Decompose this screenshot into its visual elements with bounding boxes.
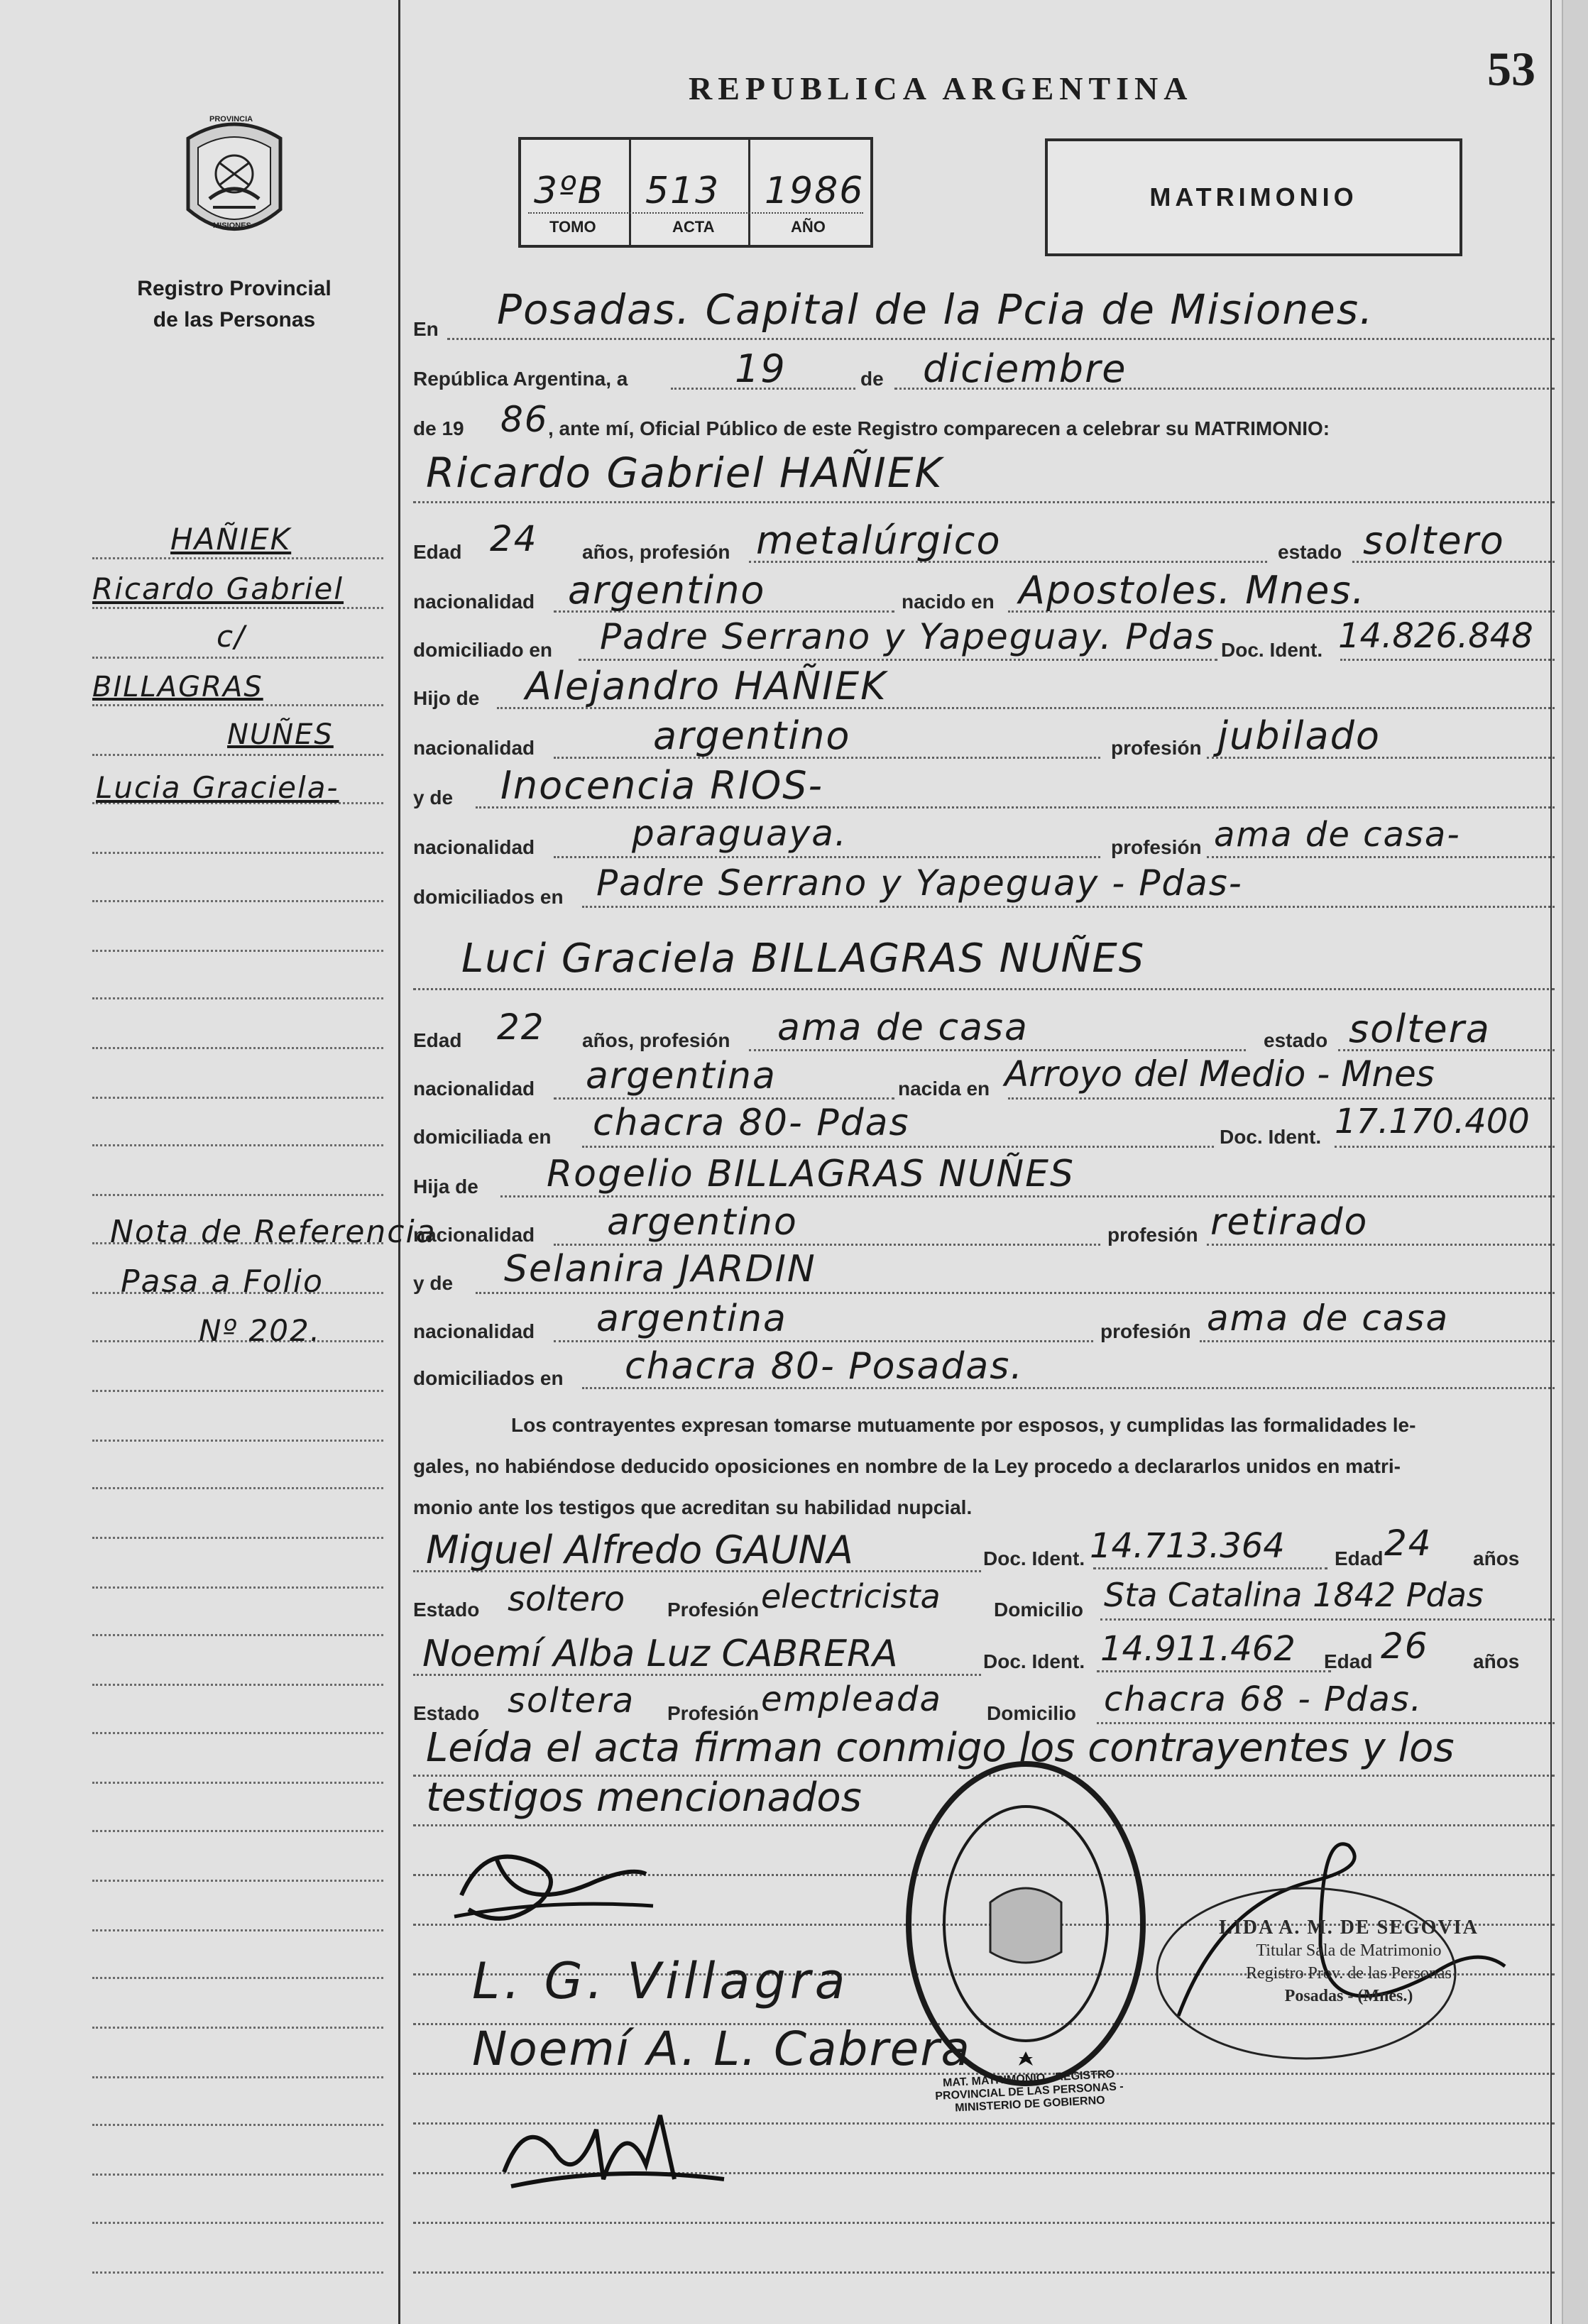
witness2-doc-label: Doc. Ident. <box>983 1650 1085 1672</box>
acta-label: ACTA <box>672 218 715 236</box>
groom-mother-profession: ama de casa- <box>1214 815 1461 855</box>
groom-mother-nationality: paraguaya. <box>632 813 848 854</box>
bride-profession: ama de casa <box>777 1007 1029 1049</box>
witness1-profession: electricista <box>761 1577 941 1616</box>
registry-seal <box>181 114 288 248</box>
official-stamp-line4: Posadas - (Mnes.) <box>1284 1987 1413 2005</box>
bride-mother: Selanira JARDIN <box>504 1248 816 1290</box>
groom-father: Alejandro HAÑIEK <box>525 664 887 708</box>
registry-name <box>106 273 362 336</box>
margin-connector: c/ <box>217 619 246 654</box>
bride-birthplace: Arroyo del Medio - Mnes <box>1004 1053 1435 1095</box>
act-number-box <box>518 137 873 248</box>
groom-mother: Inocencia RIOS- <box>500 763 823 808</box>
witness2-signature: Noemí A. L. Cabrera <box>472 2022 971 2076</box>
witness2-civil-status: soltera <box>508 1681 635 1721</box>
witness2-age: 26 <box>1381 1626 1429 1667</box>
reference-note-line3: Nº 202. <box>199 1313 322 1348</box>
groom-father-nat-label: nacionalidad <box>413 737 535 759</box>
groom-doc-label: Doc. Ident. <box>1221 639 1323 661</box>
bride-domicile-label: domiciliada en <box>413 1126 552 1148</box>
country-heading: REPUBLICA ARGENTINA <box>689 70 1193 106</box>
groom-age-label: Edad <box>413 541 462 563</box>
groom-mother-nat-label: nacionalidad <box>413 836 535 858</box>
marriage-month: diciembre <box>923 346 1127 391</box>
margin-divider-line <box>398 0 400 2324</box>
witness1-years-label: años <box>1473 1547 1520 1569</box>
bride-civil-status: soltera <box>1349 1007 1491 1051</box>
reference-note-line2: Pasa a Folio <box>121 1264 324 1300</box>
statement-line1: Los contrayentes expresan tomarse mutuamente por esposos, y cumplidas las formalidades le- <box>511 1414 1416 1436</box>
witness2-dom-label: Domicilio <box>987 1702 1077 1724</box>
witness1-signature <box>483 2087 738 2200</box>
witness2-years-label: años <box>1473 1650 1520 1672</box>
anio-value: 1986 <box>765 170 865 212</box>
groom-doc-id: 14.826.848 <box>1338 616 1533 656</box>
groom-nationality: argentino <box>568 568 766 613</box>
month-de-label: de <box>860 368 884 390</box>
bride-father-profession: retirado <box>1210 1201 1369 1244</box>
groom-parents-dom-label: domiciliados en <box>413 886 564 908</box>
bride-full-name: Luci Graciela BILLAGRAS NUÑES <box>461 936 1146 982</box>
round-stamp-text: MAT. MATRIMONIO - REGISTRO PROVINCIAL DE LAS PERSONAS - MINISTERIO DE GOBIERNO <box>934 2068 1124 2115</box>
groom-civil-status: soltero <box>1363 518 1505 563</box>
place-label: En <box>413 318 439 340</box>
witness2-doc-id: 14.911.462 <box>1100 1629 1296 1669</box>
witness1-age: 24 <box>1384 1523 1433 1564</box>
bride-mother-nationality: argentina <box>596 1298 787 1340</box>
act-type-label: MATRIMONIO <box>1149 182 1358 212</box>
witness2-domicile: chacra 68 - Pdas. <box>1104 1679 1423 1719</box>
bride-mother-prof-label: profesión <box>1100 1320 1191 1342</box>
bride-age: 22 <box>497 1007 545 1048</box>
groom-father-label: Hijo de <box>413 687 480 709</box>
page-number: 53 <box>1487 42 1535 96</box>
act-type-box <box>1045 138 1462 256</box>
bride-parents-dom-label: domiciliados en <box>413 1367 564 1389</box>
groom-mother-label: y de <box>413 786 454 809</box>
witness1-prof-label: Profesión <box>667 1599 760 1621</box>
bride-father: Rogelio BILLAGRAS NUÑES <box>547 1153 1075 1195</box>
page-edge <box>1562 0 1588 2324</box>
statement-line2: gales, no habiéndose deducido oposiciones en nombre de la Ley procedo a declararlos unidos en matri- <box>413 1455 1401 1477</box>
seal-top-text: PROVINCIA <box>209 115 253 124</box>
witness1-dom-label: Domicilio <box>994 1599 1084 1621</box>
bride-age-label: Edad <box>413 1029 462 1051</box>
bride-nationality-label: nacionalidad <box>413 1078 535 1100</box>
bride-doc-id: 17.170.400 <box>1335 1102 1530 1141</box>
acta-value: 513 <box>645 170 721 212</box>
bride-father-nationality: argentino <box>607 1201 798 1244</box>
marriage-year: 86 <box>500 399 549 440</box>
groom-father-nationality: argentino <box>653 713 851 758</box>
bride-parents-domicile: chacra 80- Posadas. <box>625 1345 1024 1388</box>
marriage-day: 19 <box>735 346 787 391</box>
groom-father-prof-label: profesión <box>1111 737 1202 759</box>
closing-line1: Leída el acta firman conmigo los contrayentes y los <box>426 1725 1455 1771</box>
witness1-doc-id: 14.713.364 <box>1090 1526 1285 1566</box>
margin-bride-given: Lucia Graciela- <box>96 770 339 805</box>
witness2-profession: empleada <box>761 1679 942 1719</box>
margin-groom-surname: HAÑIEK <box>170 522 292 557</box>
witness1-age-label: Edad <box>1335 1547 1384 1569</box>
tomo-value: 3ºB <box>534 170 605 212</box>
bride-father-label: Hija de <box>413 1175 478 1197</box>
groom-parents-domicile: Padre Serrano y Yapeguay - Pdas- <box>596 862 1243 904</box>
marriage-place: Posadas. Capital de la Pcia de Misiones. <box>497 285 1374 334</box>
anio-label: AÑO <box>791 218 826 236</box>
year-prefix: de 19 <box>413 417 464 439</box>
reference-note-line1: Nota de Referencia <box>110 1214 437 1250</box>
registry-name-line2: de las Personas <box>153 308 316 331</box>
bride-profession-label: años, profesión <box>582 1029 730 1051</box>
registry-round-stamp <box>898 1753 1154 2094</box>
bride-status-label: estado <box>1264 1029 1328 1051</box>
republic-label: República Argentina, a <box>413 368 628 390</box>
groom-birthplace-label: nacido en <box>902 591 995 613</box>
seal-bottom-text: MISIONES <box>213 221 251 230</box>
margin-bride-surname2: NUÑES <box>227 718 334 751</box>
groom-profession-label: años, profesión <box>582 541 730 563</box>
official-stamp-line1: LIDA A. M. DE SEGOVIA <box>1219 1917 1479 1939</box>
groom-birthplace: Apostoles. Mnes. <box>1019 568 1366 613</box>
statement-line3: monio ante los testigos que acreditan su habilidad nupcial. <box>413 1496 973 1518</box>
bride-father-prof-label: profesión <box>1107 1224 1198 1246</box>
witness1-name: Miguel Alfredo GAUNA <box>426 1528 853 1572</box>
groom-domicile: Padre Serrano y Yapeguay. Pdas <box>600 616 1215 657</box>
witness2-prof-label: Profesión <box>667 1702 760 1724</box>
tomo-label: TOMO <box>549 218 596 236</box>
official-stamp-line2: Titular Sala de Matrimonio <box>1256 1941 1442 1960</box>
groom-father-profession: jubilado <box>1217 713 1381 758</box>
margin-groom-given: Ricardo Gabriel <box>92 571 344 606</box>
witness2-name: Noemí Alba Luz CABRERA <box>422 1633 898 1675</box>
bride-signature: L. G. Villagra <box>472 1952 850 2010</box>
witness1-status-label: Estado <box>413 1599 480 1621</box>
official-stamp <box>1185 1917 1512 2007</box>
witness1-domicile: Sta Catalina 1842 Pdas <box>1104 1576 1484 1614</box>
intro-text: , ante mí, Oficial Público de este Registro comparecen a celebrar su MATRIMONIO: <box>548 417 1330 439</box>
groom-nationality-label: nacionalidad <box>413 591 535 613</box>
closing-line2: testigos mencionados <box>426 1775 862 1821</box>
groom-age: 24 <box>490 518 538 559</box>
margin-bride-surname1: BILLAGRAS <box>92 671 263 703</box>
bride-mother-profession: ama de casa <box>1207 1298 1450 1339</box>
official-stamp-line3: Registro Prov. de las Personas <box>1246 1964 1452 1983</box>
bride-domicile: chacra 80- Pdas <box>593 1102 910 1144</box>
bride-father-nat-label: nacionalidad <box>413 1224 535 1246</box>
witness1-doc-label: Doc. Ident. <box>983 1547 1085 1569</box>
groom-profession: metalúrgico <box>756 518 1002 563</box>
groom-domicile-label: domiciliado en <box>413 639 553 661</box>
bride-mother-label: y de <box>413 1272 454 1294</box>
registry-name-line1: Registro Provincial <box>137 277 332 300</box>
bride-doc-label: Doc. Ident. <box>1220 1126 1322 1148</box>
groom-status-label: estado <box>1278 541 1342 563</box>
witness2-age-label: Edad <box>1324 1650 1373 1672</box>
witness1-civil-status: soltero <box>508 1579 625 1619</box>
bride-birthplace-label: nacida en <box>898 1078 990 1100</box>
groom-mother-prof-label: profesión <box>1111 836 1202 858</box>
bride-mother-nat-label: nacionalidad <box>413 1320 535 1342</box>
groom-signature <box>440 1831 660 1938</box>
groom-full-name: Ricardo Gabriel HAÑIEK <box>426 449 943 497</box>
witness2-status-label: Estado <box>413 1702 480 1724</box>
bride-nationality: argentina <box>586 1055 777 1097</box>
